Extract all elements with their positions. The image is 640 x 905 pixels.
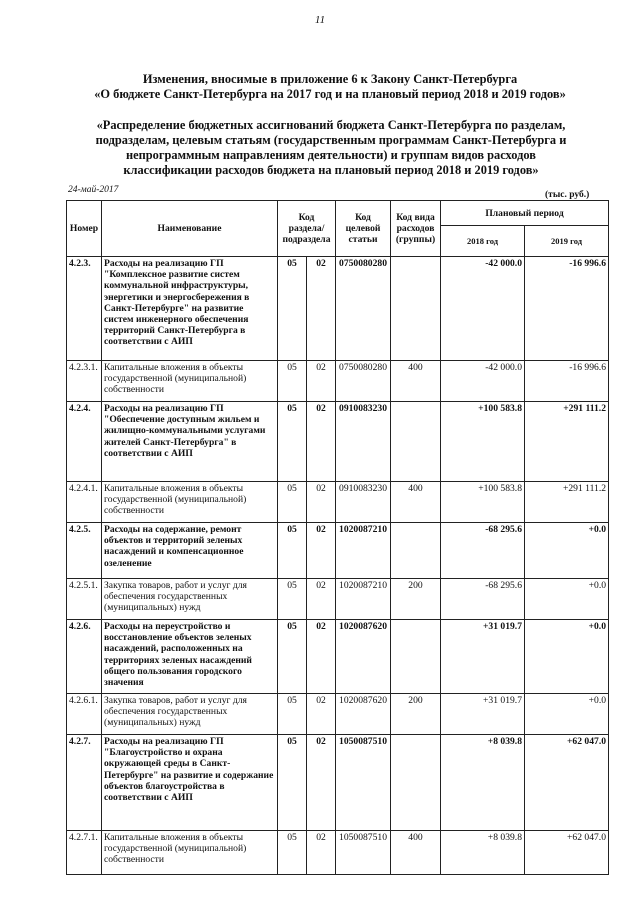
row-amount-2019: +291 111.2 [525, 402, 609, 482]
row-number: 4.2.4.1. [67, 482, 102, 523]
row-amount-2018: +8 039.8 [441, 735, 525, 831]
row-amount-2019: +0.0 [525, 620, 609, 694]
row-amount-2019: +291 111.2 [525, 482, 609, 523]
row-amount-2018: -68 295.6 [441, 523, 525, 579]
row-amount-2019: +0.0 [525, 523, 609, 579]
budget-table [66, 200, 609, 875]
header-year-2018: 2018 год [441, 226, 525, 257]
table-row [67, 257, 609, 361]
row-number: 4.2.6. [67, 620, 102, 694]
row-expense-type: 400 [391, 361, 441, 402]
row-expense-type [391, 523, 441, 579]
row-amount-2018: +31 019.7 [441, 620, 525, 694]
header-section: Код раздела/ подраздела [278, 201, 336, 257]
row-target-code: 1020087210 [336, 579, 391, 620]
row-expense-type: 400 [391, 482, 441, 523]
header-name: Наименование [102, 201, 278, 257]
row-target-code: 1020087210 [336, 523, 391, 579]
row-number: 4.2.5.1. [67, 579, 102, 620]
row-subsection-code: 02 [307, 482, 336, 523]
units-label: (тыс. руб.) [545, 190, 590, 200]
row-expense-type [391, 620, 441, 694]
subtitle-line: непрограммным направлениям деятельности) и группам видов расходов [126, 148, 536, 162]
row-section-code: 05 [278, 482, 307, 523]
row-amount-2018: +8 039.8 [441, 831, 525, 875]
row-amount-2019: -16 996.6 [525, 257, 609, 361]
subtitle-line: классификации расходов бюджета на плановый период 2018 и 2019 годов» [123, 163, 539, 177]
row-number: 4.2.6.1. [67, 694, 102, 735]
row-subsection-code: 02 [307, 735, 336, 831]
row-section-code: 05 [278, 402, 307, 482]
row-section-code: 05 [278, 735, 307, 831]
row-subsection-code: 02 [307, 257, 336, 361]
row-name: Расходы на реализацию ГП "Комплексное развитие систем коммунальной инфраструктуры, энергетики и энергосбережения в Санкт-Петербурге" на развитие систем инженерного обеспечения территорий Санкт-Петербурга в соответствии с АИП [102, 257, 278, 361]
document-date: 24-май-2017 [68, 185, 119, 195]
header-year-2019: 2019 год [525, 226, 609, 257]
row-subsection-code: 02 [307, 831, 336, 875]
row-target-code: 1020087620 [336, 694, 391, 735]
table-row [67, 831, 609, 875]
table-row [67, 735, 609, 831]
row-expense-type [391, 257, 441, 361]
title-line: Изменения, вносимые в приложение 6 к Закону Санкт-Петербурга [142, 72, 518, 86]
row-subsection-code: 02 [307, 694, 336, 735]
row-section-code: 05 [278, 694, 307, 735]
row-expense-type: 200 [391, 694, 441, 735]
table-row [67, 402, 609, 482]
row-expense-type [391, 735, 441, 831]
row-subsection-code: 02 [307, 361, 336, 402]
table-row [67, 694, 609, 735]
row-section-code: 05 [278, 620, 307, 694]
row-target-code: 0910083230 [336, 482, 391, 523]
row-target-code: 0910083230 [336, 402, 391, 482]
row-name: Капитальные вложения в объекты государственной (муниципальной) собственности [102, 361, 278, 402]
row-subsection-code: 02 [307, 579, 336, 620]
document-subtitle [70, 118, 592, 178]
row-subsection-code: 02 [307, 523, 336, 579]
row-name: Капитальные вложения в объекты государственной (муниципальной) собственности [102, 831, 278, 875]
row-subsection-code: 02 [307, 402, 336, 482]
row-name: Закупка товаров, работ и услуг для обеспечения государственных (муниципальных) нужд [102, 694, 278, 735]
row-amount-2019: +0.0 [525, 694, 609, 735]
row-target-code: 1050087510 [336, 831, 391, 875]
table-row [67, 620, 609, 694]
table-body [67, 257, 609, 875]
row-target-code: 0750080280 [336, 361, 391, 402]
row-section-code: 05 [278, 523, 307, 579]
row-number: 4.2.3.1. [67, 361, 102, 402]
header-expense-type: Код вида расходов (группы) [391, 201, 441, 257]
table-row [67, 482, 609, 523]
page-number: 11 [314, 14, 326, 26]
row-name: Капитальные вложения в объекты государственной (муниципальной) собственности [102, 482, 278, 523]
row-section-code: 05 [278, 831, 307, 875]
table-row [67, 361, 609, 402]
row-section-code: 05 [278, 361, 307, 402]
row-amount-2019: +62 047.0 [525, 735, 609, 831]
row-amount-2018: -42 000.0 [441, 257, 525, 361]
row-name: Расходы на реализацию ГП "Благоустройство и охрана окружающей среды в Санкт-Петербурге" на развитие и содержание объектов благоустройства в соответствии с АИП [102, 735, 278, 831]
row-section-code: 05 [278, 257, 307, 361]
row-target-code: 1020087620 [336, 620, 391, 694]
row-number: 4.2.7. [67, 735, 102, 831]
row-name: Закупка товаров, работ и услуг для обеспечения государственных (муниципальных) нужд [102, 579, 278, 620]
row-number: 4.2.7.1. [67, 831, 102, 875]
row-amount-2018: +100 583.8 [441, 402, 525, 482]
row-amount-2019: +0.0 [525, 579, 609, 620]
row-target-code: 0750080280 [336, 257, 391, 361]
row-amount-2018: +31 019.7 [441, 694, 525, 735]
title-line: «О бюджете Санкт-Петербурга на 2017 год и на плановый период 2018 и 2019 годов» [94, 87, 566, 101]
row-expense-type [391, 402, 441, 482]
row-target-code: 1050087510 [336, 735, 391, 831]
row-name: Расходы на переустройство и восстановление объектов зеленых насаждений, расположенных на территориях зеленых насаждений общего пользования городского значения [102, 620, 278, 694]
document-title [60, 72, 600, 102]
row-subsection-code: 02 [307, 620, 336, 694]
row-number: 4.2.5. [67, 523, 102, 579]
row-number: 4.2.3. [67, 257, 102, 361]
row-amount-2019: +62 047.0 [525, 831, 609, 875]
row-expense-type: 200 [391, 579, 441, 620]
row-name: Расходы на реализацию ГП "Обеспечение доступным жильем и жилищно-коммунальными услугами жителей Санкт-Петербурга" в соответствии с АИП [102, 402, 278, 482]
table-row [67, 523, 609, 579]
subtitle-line: подразделам, целевым статьям (государственным программам Санкт-Петербурга и [95, 133, 567, 147]
row-amount-2018: -42 000.0 [441, 361, 525, 402]
header-plan-period: Плановый период [441, 201, 609, 226]
row-number: 4.2.4. [67, 402, 102, 482]
header-number: Номер [67, 201, 102, 257]
row-amount-2018: +100 583.8 [441, 482, 525, 523]
row-expense-type: 400 [391, 831, 441, 875]
header-target: Код целевой статьи [336, 201, 391, 257]
row-name: Расходы на содержание, ремонт объектов и территорий зеленых насаждений и компенсационное озеленение [102, 523, 278, 579]
row-amount-2018: -68 295.6 [441, 579, 525, 620]
row-amount-2019: -16 996.6 [525, 361, 609, 402]
row-section-code: 05 [278, 579, 307, 620]
table-row [67, 579, 609, 620]
subtitle-line: «Распределение бюджетных ассигнований бюджета Санкт-Петербурга по разделам, [96, 118, 566, 132]
